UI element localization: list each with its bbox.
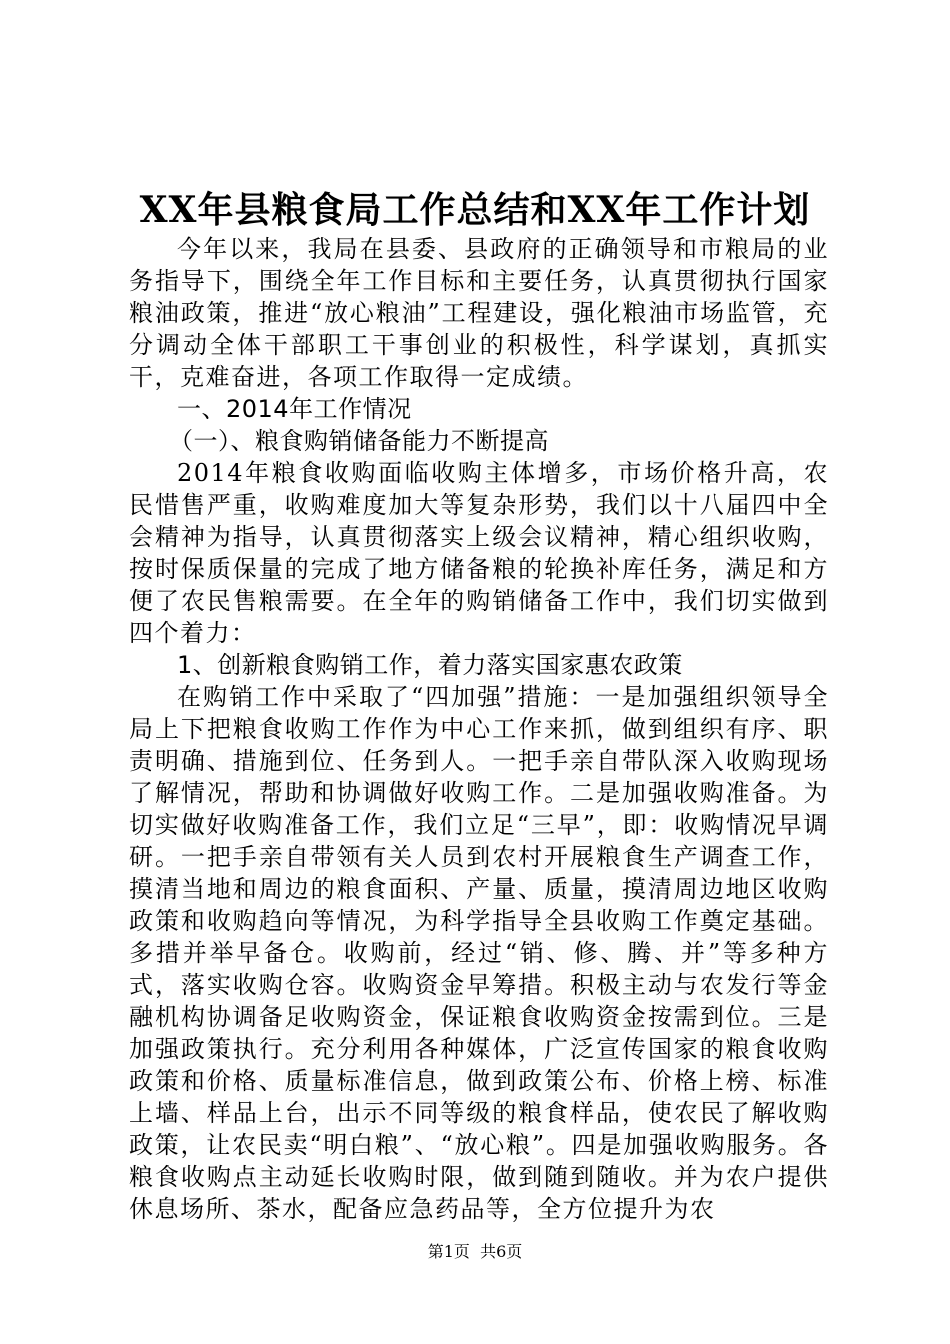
item-heading: 1、创新粮食购销工作，着力落实国家惠农政策 xyxy=(177,651,683,679)
body-paragraph: 在购销工作中采取了“四加强”措施：一是加强组织领导全局上下把粮食收购工作作为中心工作来抓，做到组织有序、职责明确、措施到位、任务到人。一把手亲自带队深入收购现场了解情况，帮助和协调做好收购工作。二是加强收购准备。为切实做好收购准备工作，我们立足“三早”，即：收购情况早调研。一把手亲自带领有关人员到农村开展粮食生产调查工作，摸清当地和周边的粮食面积、产量、质量，摸清周边地区收购政策和收购趋向等情况，为科学指导全县收购工作奠定基础。多措并举早备仓。收购前，经过“销、修、腾、并”等多种方式，落实收购仓容。收购资金早筹措。积极主动与农发行等金融机构协调备足收购资金，保证粮食收购资金按需到位。三是加强政策执行。充分利用各种媒体，广泛宣传国家的粮食收购政策和价格、质量标准信息，做到政策公布、价格上榜、标准上墙、样品上台，出示不同等级的粮食样品，使农民了解收购政策，让农民卖“明白粮”、“放心粮”。四是加强收购服务。各粮食收购点主动延长收购时限，做到随到随收。并为农户提供休息场所、茶水，配备应急药品等，全方位提升为农 xyxy=(129,683,829,1223)
document-title: XX年县粮食局工作总结和XX年工作计划 xyxy=(139,189,811,231)
body-paragraph: 2014年粮食收购面临收购主体增多，市场价格升高，农民惜售严重，收购难度加大等复杂形势，我们以十八届四中全会精神为指导，认真贯彻落实上级会议精神，精心组织收购，按时保质保量的完成了地方储备粮的轮换补库任务，满足和方便了农民售粮需要。在全年的购销储备工作中，我们切实做到四个着力： xyxy=(129,459,829,647)
intro-paragraph: 今年以来，我局在县委、县政府的正确领导和市粮局的业务指导下，围绕全年工作目标和主要任务，认真贯彻执行国家粮油政策，推进“放心粮油”工程建设，强化粮油市场监管，充分调动全体干部职工干事创业的积极性，科学谋划，真抓实干，克难奋进，各项工作取得一定成绩。 xyxy=(129,235,829,391)
document-body xyxy=(129,233,829,1225)
page-number: 第1页 共6页 xyxy=(427,1242,523,1261)
subsection-heading: （一）、粮食购销储备能力不断提高 xyxy=(169,427,549,455)
section-heading: 一、2014年工作情况 xyxy=(177,395,412,423)
